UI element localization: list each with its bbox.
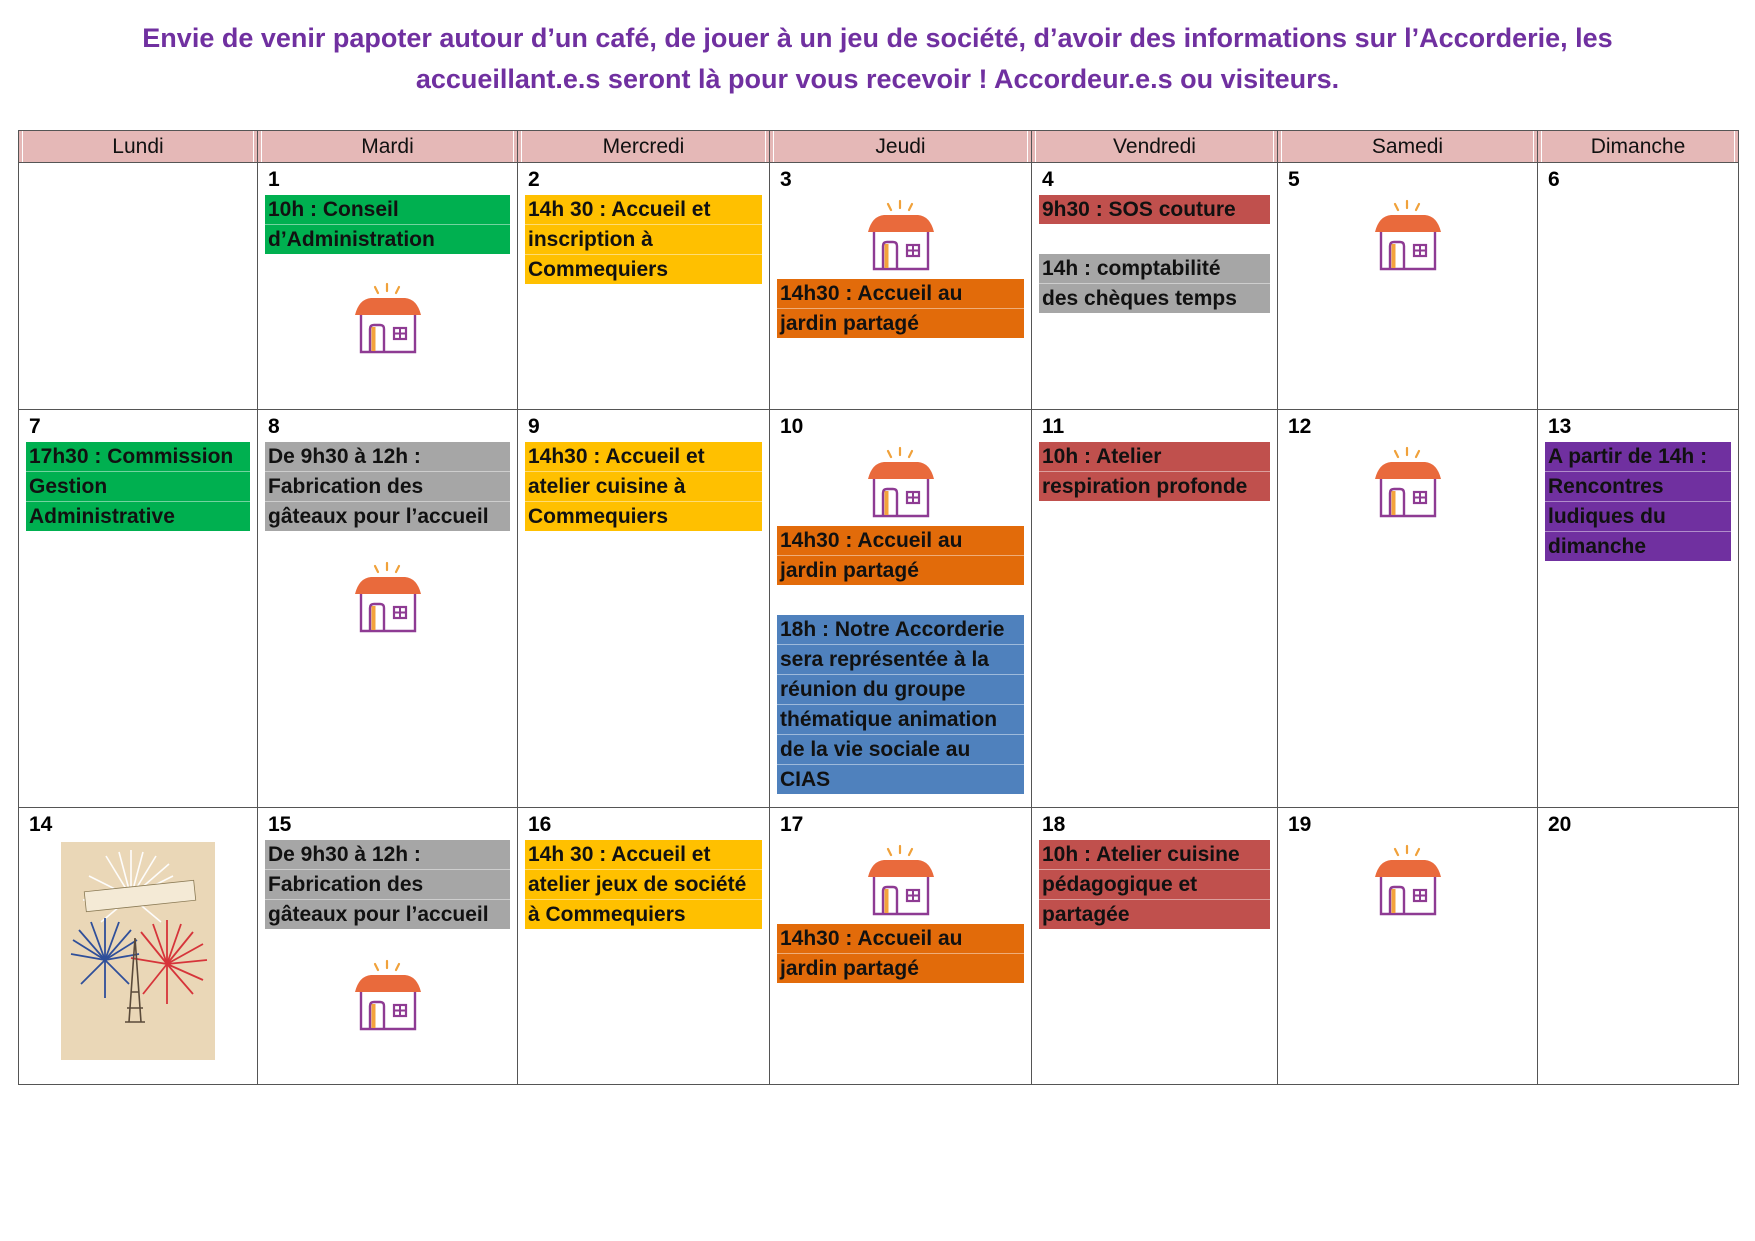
house-icon	[349, 561, 427, 635]
day-number	[19, 163, 257, 193]
day-number: 7	[29, 415, 41, 438]
day-cell	[1032, 808, 1278, 1085]
day-cell	[19, 808, 258, 1085]
header-vendredi: Vendredi	[1032, 131, 1278, 163]
intro-line-2: accueillant.e.s seront là pour vous recevoir ! Accordeur.e.s ou visiteurs.	[415, 64, 1340, 94]
day-number: 14	[29, 813, 53, 836]
event-fabrication-gateaux: De 9h30 à 12h : Fabrication des gâteaux pour l’accueil	[265, 840, 510, 929]
day-number: 12	[1288, 415, 1312, 438]
event-reunion-cias: 18h : Notre Accorderie sera représentée à la réunion du groupe thématique animation de la vie sociale au CIAS	[777, 615, 1024, 794]
house-icon	[1369, 844, 1447, 918]
event-jardin-partage: 14h30 : Accueil au jardin partagé	[777, 526, 1024, 585]
event-conseil-administration: 10h : Conseil d’Administration	[265, 195, 510, 254]
day-cell	[19, 410, 258, 808]
event-sos-couture: 9h30 : SOS couture	[1039, 195, 1270, 224]
day-number: 15	[268, 813, 292, 836]
day-cell	[1278, 410, 1538, 808]
event-atelier-cuisine: 14h30 : Accueil et atelier cuisine à Commequiers	[525, 442, 762, 531]
day-number: 2	[528, 168, 540, 191]
house-icon	[1369, 446, 1447, 520]
day-cell	[518, 163, 770, 410]
event-rencontres-ludiques: A partir de 14h : Rencontres ludiques du dimanche	[1545, 442, 1731, 561]
event-comptabilite: 14h : comptabilité des chèques temps	[1039, 254, 1270, 313]
day-number: 5	[1288, 168, 1300, 191]
week-row-1	[19, 163, 1739, 410]
header-mardi: Mardi	[258, 131, 518, 163]
house-icon	[349, 959, 427, 1033]
day-number: 11	[1042, 415, 1065, 438]
event-jardin-partage: 14h30 : Accueil au jardin partagé	[777, 279, 1024, 338]
header-dimanche: Dimanche	[1538, 131, 1739, 163]
day-cell	[518, 410, 770, 808]
event-fabrication-gateaux: De 9h30 à 12h : Fabrication des gâteaux pour l’accueil	[265, 442, 510, 531]
week-row-2	[19, 410, 1739, 808]
house-icon	[862, 199, 940, 273]
calendar-table	[18, 130, 1739, 1085]
day-cell	[1278, 808, 1538, 1085]
header-mercredi: Mercredi	[518, 131, 770, 163]
day-number: 6	[1548, 168, 1560, 191]
header-samedi: Samedi	[1278, 131, 1538, 163]
day-cell	[258, 163, 518, 410]
house-icon	[349, 282, 427, 356]
day-number: 4	[1042, 168, 1054, 191]
day-cell	[770, 410, 1032, 808]
day-cell	[1032, 410, 1278, 808]
day-number: 10	[780, 415, 804, 438]
day-number: 16	[528, 813, 552, 836]
day-number: 3	[780, 168, 792, 191]
intro-text	[40, 18, 1715, 100]
day-number: 8	[268, 415, 280, 438]
day-cell	[1538, 163, 1739, 410]
day-cell	[1032, 163, 1278, 410]
day-cell	[770, 808, 1032, 1085]
day-cell	[1538, 808, 1739, 1085]
event-jardin-partage: 14h30 : Accueil au jardin partagé	[777, 924, 1024, 983]
house-icon	[862, 844, 940, 918]
weekday-header-row	[19, 131, 1739, 163]
event-accueil-inscription: 14h 30 : Accueil et inscription à Commequiers	[525, 195, 762, 284]
intro-line-1: Envie de venir papoter autour d’un café, de jouer à un jeu de société, d’avoir des informations sur l’Accorderie, les	[142, 23, 1613, 53]
day-number: 18	[1042, 813, 1066, 836]
day-cell	[518, 808, 770, 1085]
week-row-3	[19, 808, 1739, 1085]
day-number: 20	[1548, 813, 1572, 836]
event-atelier-respiration: 10h : Atelier respiration profonde	[1039, 442, 1270, 501]
house-icon	[1369, 199, 1447, 273]
header-lundi: Lundi	[19, 131, 258, 163]
day-cell	[19, 163, 258, 410]
fireworks-poster-image	[61, 842, 215, 1060]
day-number: 19	[1288, 813, 1312, 836]
event-atelier-jeux: 14h 30 : Accueil et atelier jeux de société à Commequiers	[525, 840, 762, 929]
header-jeudi: Jeudi	[770, 131, 1032, 163]
day-cell	[258, 410, 518, 808]
day-number: 17	[780, 813, 804, 836]
day-number: 1	[268, 168, 280, 191]
day-cell	[258, 808, 518, 1085]
day-number: 13	[1548, 415, 1572, 438]
day-cell	[1538, 410, 1739, 808]
event-atelier-cuisine-pedagogique: 10h : Atelier cuisine pédagogique et partagée	[1039, 840, 1270, 929]
event-commission-gestion: 17h30 : Commission Gestion Administrative	[26, 442, 250, 531]
day-cell	[1278, 163, 1538, 410]
day-cell	[770, 163, 1032, 410]
day-number: 9	[528, 415, 540, 438]
house-icon	[862, 446, 940, 520]
